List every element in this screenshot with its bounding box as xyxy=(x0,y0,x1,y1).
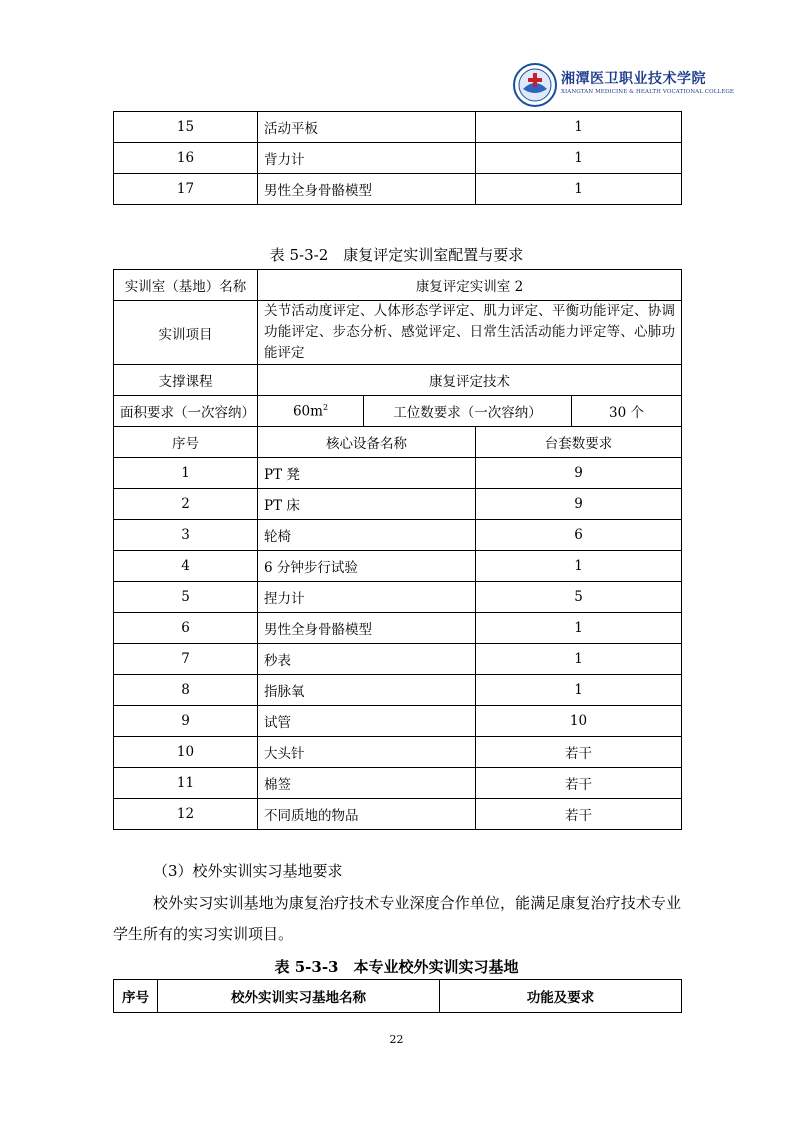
equipment-quantity: 若干 xyxy=(476,737,682,768)
table-row xyxy=(114,174,682,205)
area-value: 60m xyxy=(292,403,323,420)
room-name-value: 康复评定实训室 2 xyxy=(258,270,682,301)
equipment-name: 秒表 xyxy=(258,644,476,675)
table-row xyxy=(114,551,682,582)
equipment-name: 男性全身骨骼模型 xyxy=(258,613,476,644)
school-name: 湘潭医卫职业技术学院 xyxy=(561,71,706,87)
course-label: 支撑课程 xyxy=(114,365,258,396)
equipment-name: 轮椅 xyxy=(258,520,476,551)
section-heading: （3）校外实训实习基地要求 xyxy=(153,862,343,880)
school-logo xyxy=(513,62,734,110)
equipment-name: 试管 xyxy=(258,706,476,737)
equipment-name: 活动平板 xyxy=(258,112,476,143)
equipment-quantity: 9 xyxy=(476,489,682,520)
row-number: 3 xyxy=(114,520,258,551)
table-caption: 表 5-3-2 康复评定实训室配置与要求 xyxy=(269,246,524,264)
equipment-quantity: 若干 xyxy=(476,768,682,799)
equipment-name: 背力计 xyxy=(258,143,476,174)
table-row xyxy=(114,270,682,301)
section-paragraph: 校外实习实训基地为康复治疗技术专业深度合作单位，能满足康复治疗技术专业学生所有的实习实训项目。 xyxy=(113,894,681,943)
rehab-lab-config-table xyxy=(113,269,682,830)
station-label: 工位数要求（一次容纳） xyxy=(364,396,572,427)
column-header-no: 序号 xyxy=(114,427,258,458)
rehab-table-body xyxy=(114,270,682,830)
column-header-no: 序号 xyxy=(114,980,158,1013)
table-row xyxy=(114,706,682,737)
table-row xyxy=(114,675,682,706)
room-name-label: 实训室（基地）名称 xyxy=(114,270,258,301)
project-value: 关节活动度评定、人体形态学评定、肌力评定、平衡功能评定、协调功能评定、步态分析、感觉评定、日常生活活动能力评定等、心肺功能评定 xyxy=(258,301,682,365)
equipment-name: 男性全身骨骼模型 xyxy=(258,174,476,205)
table-row xyxy=(114,768,682,799)
table-row xyxy=(114,112,682,143)
row-number: 7 xyxy=(114,644,258,675)
row-number: 6 xyxy=(114,613,258,644)
row-number: 9 xyxy=(114,706,258,737)
column-header-function: 功能及要求 xyxy=(440,980,682,1013)
row-number: 17 xyxy=(114,174,258,205)
table-row xyxy=(114,737,682,768)
column-header-equipment: 核心设备名称 xyxy=(258,427,476,458)
row-number: 1 xyxy=(114,458,258,489)
equipment-name: PT 凳 xyxy=(258,458,476,489)
table-row xyxy=(114,582,682,613)
area-value-cell xyxy=(258,396,364,427)
row-number: 2 xyxy=(114,489,258,520)
table-row xyxy=(114,613,682,644)
equipment-name: PT 床 xyxy=(258,489,476,520)
equipment-name: 棉签 xyxy=(258,768,476,799)
equipment-name: 不同质地的物品 xyxy=(258,799,476,830)
school-seal-icon xyxy=(513,63,557,107)
equipment-quantity: 若干 xyxy=(476,799,682,830)
equipment-quantity: 1 xyxy=(476,613,682,644)
equipment-quantity: 1 xyxy=(476,551,682,582)
equipment-quantity: 10 xyxy=(476,706,682,737)
table-header-row xyxy=(114,980,682,1013)
table-row xyxy=(114,396,682,427)
table-row xyxy=(114,365,682,396)
table-row xyxy=(114,520,682,551)
equipment-quantity: 1 xyxy=(476,644,682,675)
equipment-table-continued xyxy=(113,111,682,205)
table-row xyxy=(114,644,682,675)
equipment-quantity: 1 xyxy=(476,112,682,143)
equipment-name: 6 分钟步行试验 xyxy=(258,551,476,582)
equipment-name: 大头针 xyxy=(258,737,476,768)
column-header-quantity: 台套数要求 xyxy=(476,427,682,458)
equipment-quantity: 1 xyxy=(476,675,682,706)
table-header-row xyxy=(114,427,682,458)
row-number: 16 xyxy=(114,143,258,174)
table-caption: 表 5-3-3 本专业校外实训实习基地 xyxy=(274,958,519,976)
row-number: 4 xyxy=(114,551,258,582)
equipment-quantity: 1 xyxy=(476,143,682,174)
area-unit-superscript: 2 xyxy=(322,402,329,412)
table-row xyxy=(114,143,682,174)
equipment-quantity: 5 xyxy=(476,582,682,613)
station-value: 30 个 xyxy=(572,396,682,427)
table-row xyxy=(114,458,682,489)
equipment-name: 指脉氧 xyxy=(258,675,476,706)
equipment-quantity: 1 xyxy=(476,174,682,205)
column-header-base-name: 校外实训实习基地名称 xyxy=(158,980,440,1013)
row-number: 15 xyxy=(114,112,258,143)
row-number: 5 xyxy=(114,582,258,613)
page-number: 22 xyxy=(389,1033,404,1046)
row-number: 11 xyxy=(114,768,258,799)
equipment-quantity: 9 xyxy=(476,458,682,489)
table-row xyxy=(114,301,682,365)
row-number: 12 xyxy=(114,799,258,830)
area-label: 面积要求（一次容纳） xyxy=(114,396,258,427)
external-base-table xyxy=(113,979,682,1013)
equipment-quantity: 6 xyxy=(476,520,682,551)
course-value: 康复评定技术 xyxy=(258,365,682,396)
table-row xyxy=(114,799,682,830)
row-number: 10 xyxy=(114,737,258,768)
continued-table-body xyxy=(114,112,682,205)
project-label: 实训项目 xyxy=(114,301,258,365)
school-name-english: XIANGTAN MEDICINE & HEALTH VOCATIONAL COLLEGE xyxy=(561,89,734,95)
equipment-name: 捏力计 xyxy=(258,582,476,613)
row-number: 8 xyxy=(114,675,258,706)
table-row xyxy=(114,489,682,520)
